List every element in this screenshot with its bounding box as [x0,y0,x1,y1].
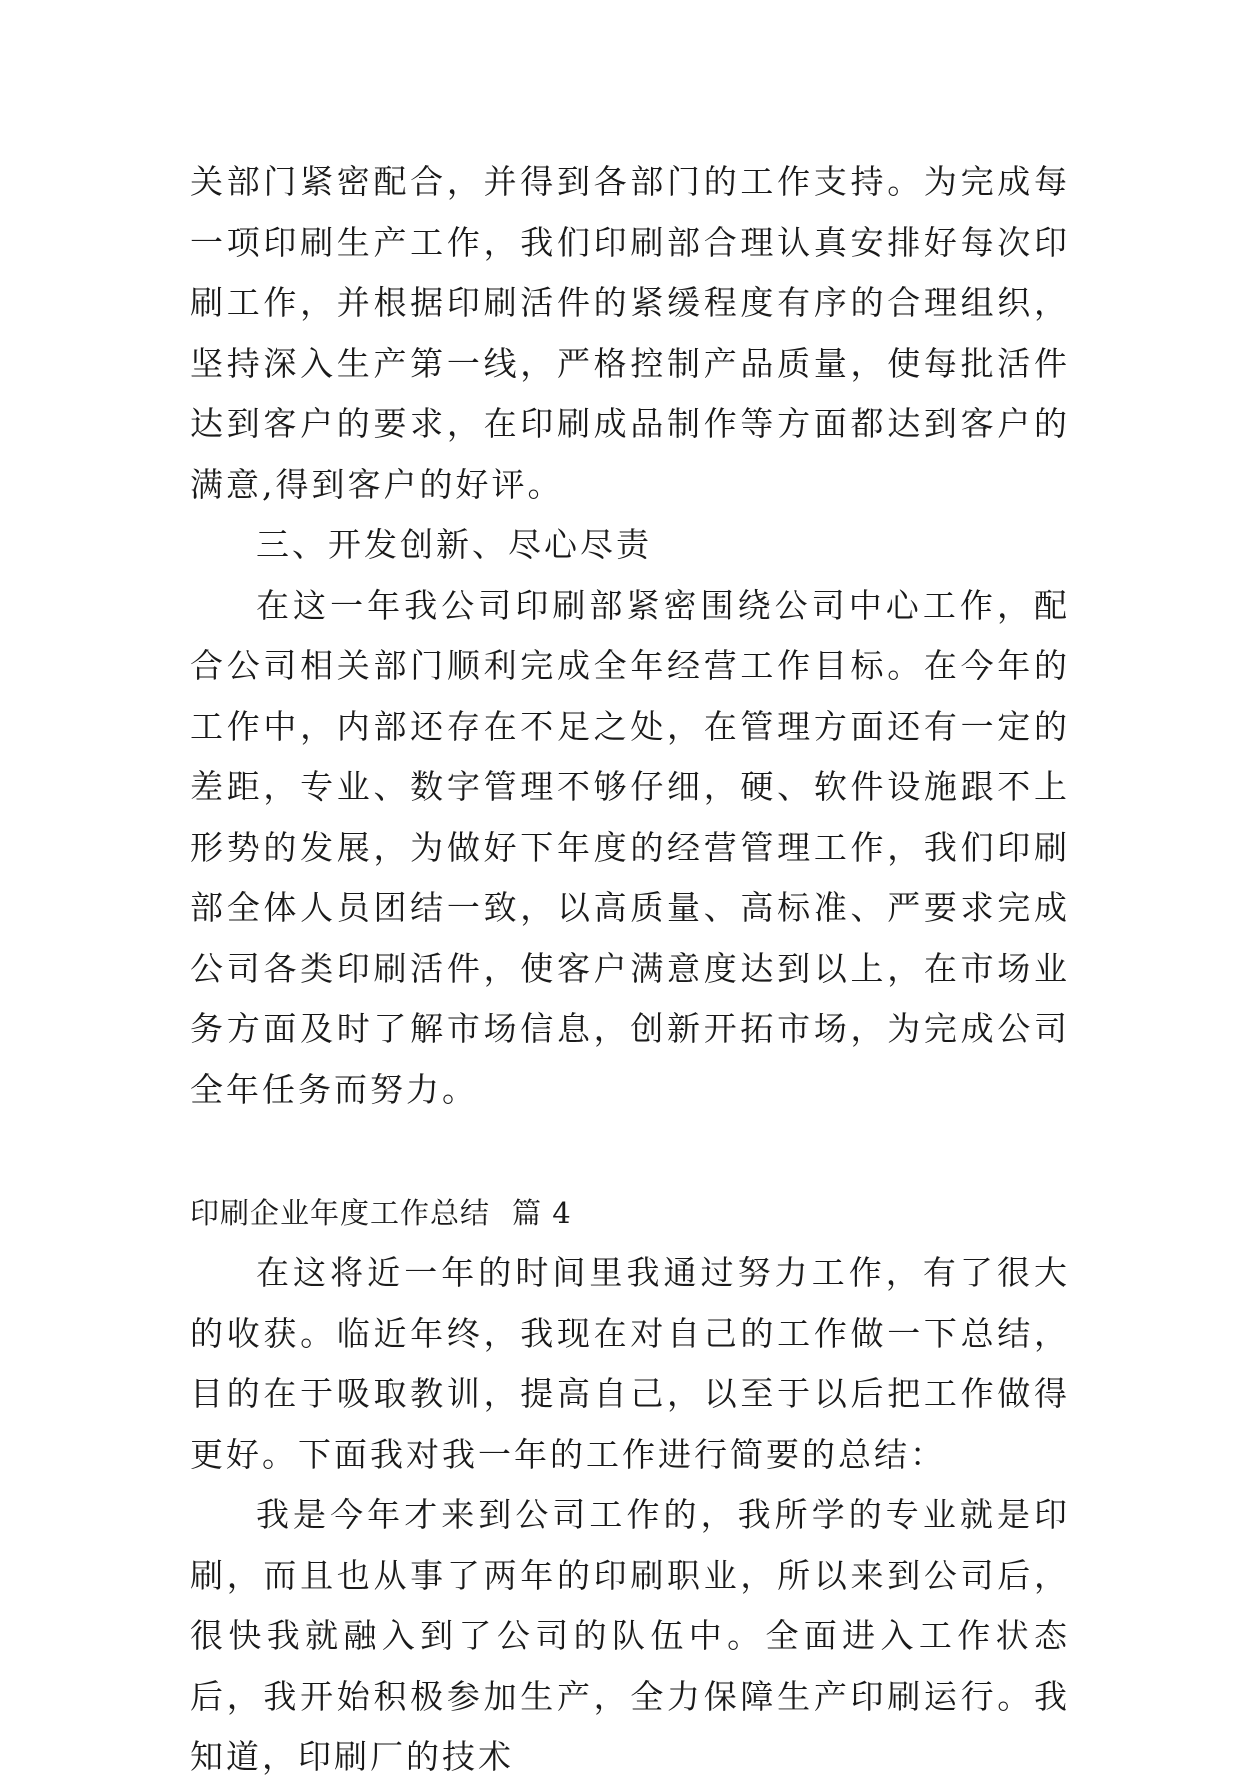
article-heading [190,1183,1070,1243]
body-paragraph: 在这将近一年的时间里我通过努力工作，有了很大的收获。临近年终，我现在对自己的工作做一下总结，目的在于吸取教训，提高自己，以至于以后把工作做得更好。下面我对我一年的工作进行简要的总结： [190,1253,1070,1474]
document-body [190,152,1070,1788]
section-gap [190,1120,1070,1183]
article-title: 印刷企业年度工作总结 [190,1196,491,1230]
body-paragraph: 我是今年才来到公司工作的，我所学的专业就是印刷，而且也从事了两年的印刷职业，所以来到公司后，很快我就融入到了公司的队伍中。全面进入工作状态后，我开始积极参加生产，全力保障生产印刷运行。我知道，印刷厂的技术 [190,1495,1070,1776]
body-paragraph: 在这一年我公司印刷部紧密围绕公司中心工作，配合公司相关部门顺利完成全年经营工作目标。在今年的工作中，内部还存在不足之处，在管理方面还有一定的差距，专业、数字管理不够仔细，硬、软件设施跟不上形势的发展，为做好下年度的经营管理工作，我们印刷部全体人员团结一致，以高质量、高标准、严要求完成公司各类印刷活件，使客户满意度达到以上，在市场业务方面及时了解市场信息，创新开拓市场，为完成公司全年任务而努力。 [190,585,1070,1109]
continuation-paragraph: 关部门紧密配合，并得到各部门的工作支持。为完成每一项印刷生产工作，我们印刷部合理认真安排好每次印刷工作，并根据印刷活件的紧缓程度有序的合理组织，坚持深入生产第一线，严格控制产品质量，使每批活件达到客户的要求，在印刷成品制作等方面都达到客户的满意,得到客户的好评。 [190,162,1070,504]
article-section-label: 篇 4 [512,1196,572,1230]
section-heading: 三、开发创新、尽心尽责 [256,525,652,564]
